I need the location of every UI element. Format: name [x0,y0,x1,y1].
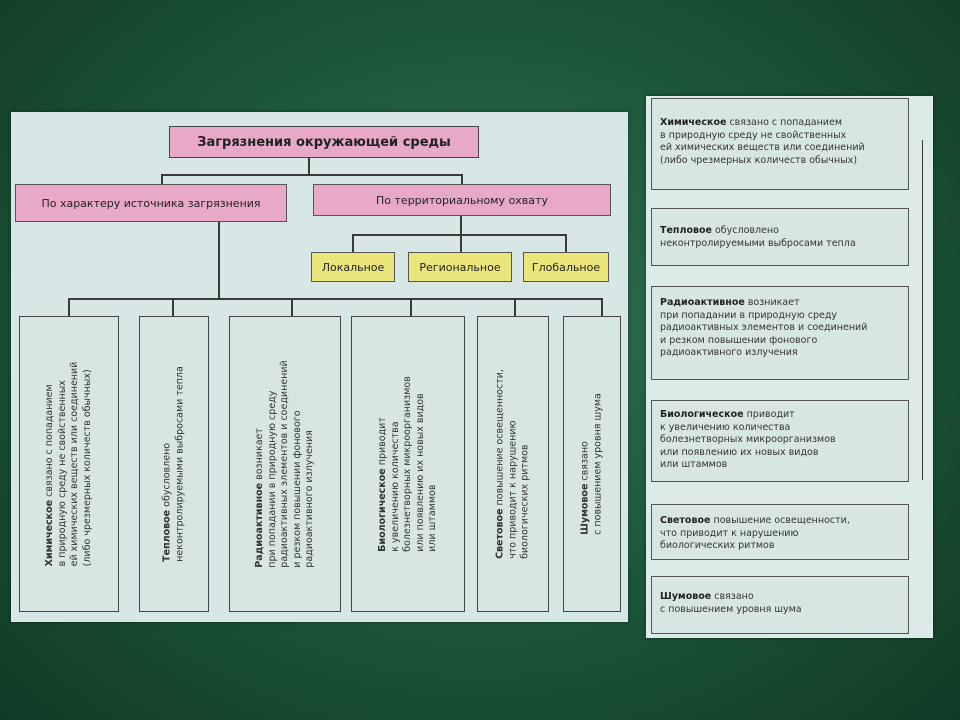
connector-type-6 [601,298,603,316]
type-name: Химическое [660,117,727,128]
connector-source-down [218,222,220,298]
type-box-biological [351,316,465,612]
type-box-light [477,316,549,612]
connector-territory-1 [352,234,354,252]
connector-territory-3 [565,234,567,252]
connector-type-5 [514,298,516,316]
type-box-noise [563,316,621,612]
type-box-chemical [19,316,119,612]
list-item-radioactive: Радиоактивное возникает при попадании в природную среду радиоактивных элементов и соединений и резком повышении фонового радиоактивного излучения [651,286,909,380]
connector-title-down [308,158,310,174]
type-name: Радиоактивное [660,297,745,308]
diagram-photo [11,112,628,622]
connector-type-1 [68,298,70,316]
connector-type-2 [172,298,174,316]
type-name: Световое [660,515,711,526]
type-name: Световое [494,508,506,559]
type-name: Радиоактивное [253,482,265,568]
type-text: Химическое связано с попаданием в природную среду не свойственных ей химических веществ или соединений (либо чрезмерных количеств обычных) [44,361,93,567]
connector-type-4 [410,298,412,316]
connector-branch-right [461,174,463,184]
branch-territory-box: По территориальному охвату [313,184,611,216]
territory-global: Глобальное [523,252,609,282]
type-name: Шумовое [579,483,591,535]
territory-local: Локальное [311,252,395,282]
list-item-chemical: Химическое связано с попаданием в природную среду не свойственных ей химических веществ или соединений (либо чрезмерных количеств обычных) [651,98,909,190]
branch-source-box: По характеру источника загрязнения [15,184,287,222]
type-name: Тепловое [660,225,712,236]
type-box-radioactive [229,316,341,612]
type-name: Тепловое [161,509,173,562]
type-text: Радиоактивное возникает при попадании в природную среду радиоактивных элементов и соединений и резком повышении фонового радиоактивного излучения [253,360,315,568]
type-box-thermal [139,316,209,612]
connector-territory-down [460,216,462,234]
connector-types-horizontal [68,298,603,300]
connector-territory-2 [460,234,462,252]
connector-branch-left [161,174,163,184]
type-text: Шумовое связано с повышением уровня шума [579,393,603,535]
list-item-noise: Шумовое связано с повышением уровня шума [651,576,909,634]
connector-branch-horizontal [161,174,462,176]
type-text: Световое повышение освещенности, что приводит к нарушению биологических ритмов [494,369,531,559]
type-text: Тепловое обусловлено неконтролируемыми выбросами тепла [161,366,185,562]
territory-regional: Региональное [408,252,512,282]
connector-territory-horizontal [352,234,566,236]
connector-type-3 [291,298,293,316]
list-item-thermal: Тепловое обусловлено неконтролируемыми выбросами тепла [651,208,909,266]
types-list-photo [646,96,933,638]
type-name: Химическое [44,499,55,567]
type-name: Шумовое [660,591,712,602]
main-title: Загрязнения окружающей среды [169,126,479,158]
type-name: Биологическое [376,468,388,552]
right-edge-line [922,140,923,480]
list-item-biological: Биологическое приводит к увеличению количества болезнетворных микроорганизмов или появлению их новых видов или штаммов [651,400,909,482]
type-name: Биологическое [660,409,744,420]
list-item-light: Световое повышение освещенности, что приводит к нарушению биологических ритмов [651,504,909,560]
type-text: Биологическое приводит к увеличению количества болезнетворных микроорганизмов или появлению их новых видов или штаммов [376,376,438,552]
